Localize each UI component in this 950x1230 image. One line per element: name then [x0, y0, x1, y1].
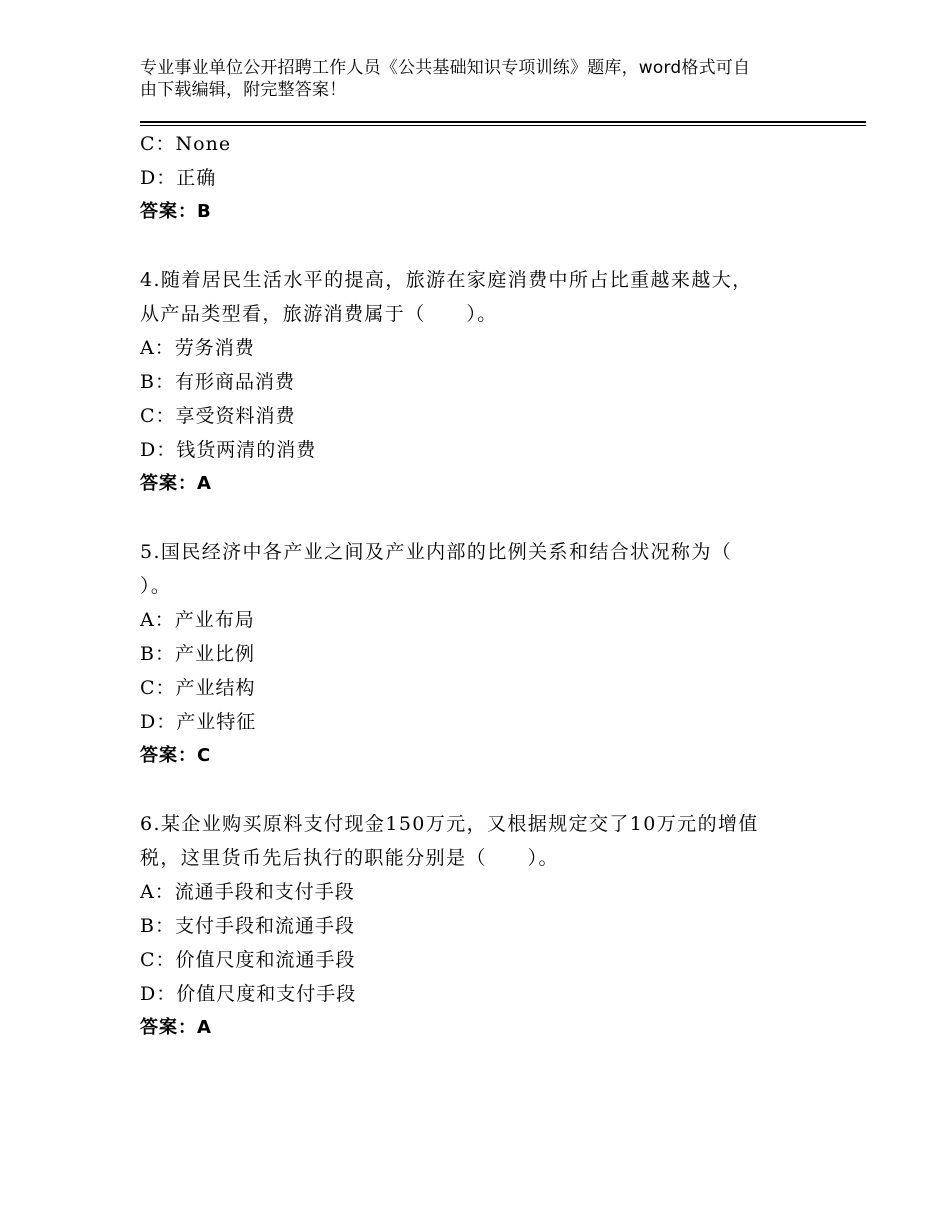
question-text-line: 税，这里货币先后执行的职能分别是（ ）。 — [140, 847, 559, 869]
question-6 — [140, 807, 800, 1045]
option-d: D：价值尺度和支付手段 — [140, 983, 357, 1005]
header-line-2: 由下载编辑，附完整答案！ — [140, 80, 347, 100]
page-header — [140, 57, 820, 101]
option-c: C：None — [140, 133, 232, 155]
answer-line: 答案：B — [140, 201, 212, 222]
document-body — [140, 127, 800, 1045]
spacer — [140, 229, 800, 263]
question-text-line: 6.某企业购买原料支付现金150万元，又根据规定交了10万元的增值 — [140, 813, 759, 835]
option-d: D：正确 — [140, 167, 217, 189]
option-a: A：流通手段和支付手段 — [140, 881, 355, 903]
question-text-line: ）。 — [140, 575, 172, 597]
header-rule-thick — [140, 121, 866, 123]
question-text-line: 5.国民经济中各产业之间及产业内部的比例关系和结合状况称为（ — [140, 541, 733, 563]
answer-line: 答案：C — [140, 745, 212, 766]
answer-line: 答案：A — [140, 473, 212, 494]
option-b: B：产业比例 — [140, 643, 255, 665]
question-5 — [140, 535, 800, 773]
spacer — [140, 501, 800, 535]
header-rule-thin — [140, 125, 866, 126]
question-text-line: 4.随着居民生活水平的提高，旅游在家庭消费中所占比重越来越大， — [140, 269, 753, 291]
option-c: C：价值尺度和流通手段 — [140, 949, 356, 971]
answer-line: 答案：A — [140, 1017, 212, 1038]
option-b: B：有形商品消费 — [140, 371, 295, 393]
option-a: A：产业布局 — [140, 609, 255, 631]
header-line-1: 专业事业单位公开招聘工作人员《公共基础知识专项训练》题库，word格式可自 — [140, 58, 751, 78]
option-d: D：钱货两清的消费 — [140, 439, 317, 461]
option-d: D：产业特征 — [140, 711, 257, 733]
question-4 — [140, 263, 800, 501]
question-text-line: 从产品类型看，旅游消费属于（ ）。 — [140, 303, 498, 325]
option-c: C：产业结构 — [140, 677, 256, 699]
option-b: B：支付手段和流通手段 — [140, 915, 355, 937]
previous-question-tail — [140, 127, 800, 229]
option-a: A：劳务消费 — [140, 337, 255, 359]
spacer — [140, 773, 800, 807]
option-c: C：享受资料消费 — [140, 405, 296, 427]
